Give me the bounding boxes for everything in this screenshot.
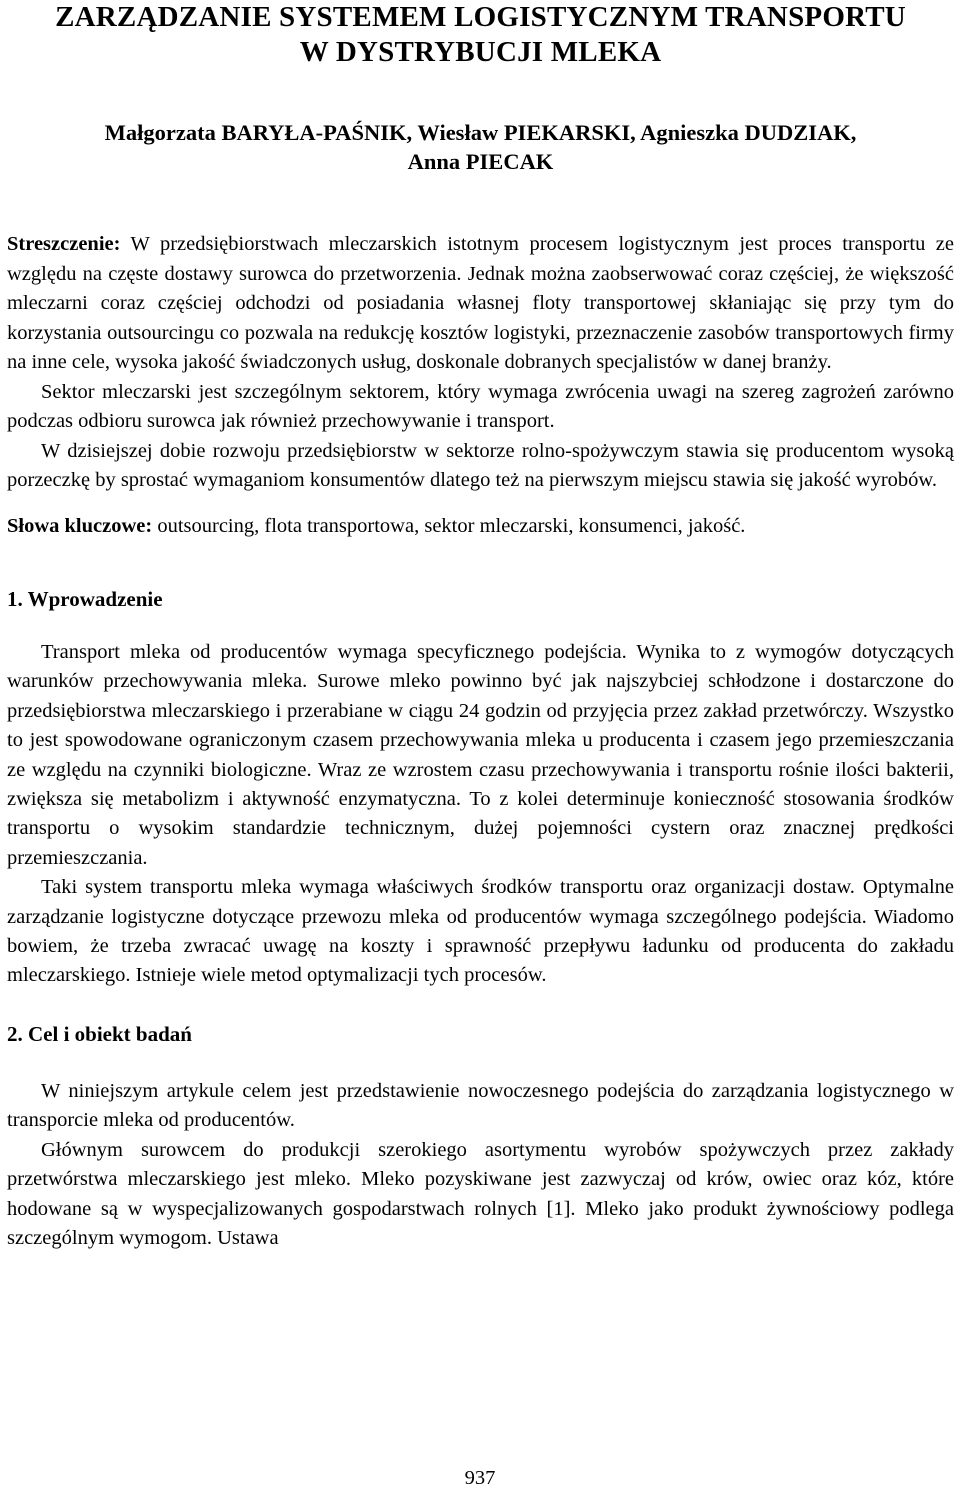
section-heading-introduction: 1. Wprowadzenie bbox=[7, 587, 163, 611]
abstract-label: Streszczenie: bbox=[7, 233, 121, 255]
keywords-label: Słowa kluczowe: bbox=[7, 514, 153, 537]
abstract-text-1: W przedsiębiorstwach mleczarskich istotnym procesem logistycznym jest proces transportu ze względu na częste dostawy surowca do przetworzenia. Jednak można zaobserwować coraz częściej, że większość mleczarni coraz częściej odchodzi od posiadania własnej floty transportowej skłaniając się przy tym do korzystania outsourcingu co pozwala na redukcję kosztów logistyki, przeznaczenie zasobów transportowych firmy na inne cele, wysoka jakość świadczonych usług, doskonale dobranych specjalistów w danej branży. bbox=[7, 233, 954, 373]
keywords bbox=[7, 512, 954, 542]
title-line-1: ZARZĄDZANIE SYSTEMEM LOGISTYCZNYM TRANSPORTU bbox=[55, 1, 906, 33]
body-paragraph: Transport mleka od producentów wymaga specyficznego podejścia. Wynika to z wymogów dotyczących warunków przechowywania mleka. Surowe mleko powinno być jak najszybciej schłodzone i dostarczone do przedsiębiorstwa mleczarskiego i przerabiane w ciągu 24 godzin od przyjęcia przez zakład przetwórczy. Wszystko to jest spowodowane ograniczonym czasem przechowywania mleka u producenta i czasem jego przemieszczania ze względu na czynniki biologiczne. Wraz ze wzrostem czasu przechowywania i transportu rośnie ilości bakterii, zwiększa się metabolizm i aktywność enzymatyczna. To z kolei determinuje konieczność stosowania środków transportu o wysokim standardzie technicznym, dużej pojemności cystern oraz znacznej prędkości przemieszczania. bbox=[7, 641, 954, 869]
abstract bbox=[7, 230, 954, 496]
paper-title bbox=[7, 0, 954, 70]
abstract-paragraph-1 bbox=[7, 230, 954, 378]
body-paragraph: Głównym surowcem do produkcji szerokiego asortymentu wyrobów spożywczych przez zakłady przetwórstwa mleczarskiego jest mleko. Mleko pozyskiwane jest zazwyczaj od krów, owiec oraz kóz, które hodowane są w wyspecjalizowanych gospodarstwach rolnych [1]. Mleko jako produkt żywnościowy podlega szczególnym wymogom. Ustawa bbox=[7, 1138, 954, 1249]
body-paragraph: Taki system transportu mleka wymaga właściwych środków transportu oraz organizacji dostaw. Optymalne zarządzanie logistyczne dotyczące przewozu mleka od producentów wymaga szczególnego podejścia. Wiadomo bowiem, że trzeba zwracać uwagę na koszty i sprawność przepływu ładunku od producenta do zakładu mleczarskiego. Istnieje wiele metod optymalizacji tych procesów. bbox=[7, 876, 954, 987]
page-number: 937 bbox=[464, 1467, 496, 1489]
title-line-2: W DYSTRYBUCJI MLEKA bbox=[299, 36, 662, 68]
abstract-paragraph-3: W dzisiejszej dobie rozwoju przedsiębiorstw w sektorze rolno-spożywczym stawia się producentom wysoką porzeczkę by sprostać wymaganiom konsumentów dlatego też na pierwszym miejscu stawia się jakość wyrobów. bbox=[7, 439, 954, 491]
section-body-introduction bbox=[7, 638, 954, 991]
authors-line-1: Małgorzata BARYŁA-PAŚNIK, Wiesław PIEKARSKI, Agnieszka DUDZIAK, bbox=[104, 120, 857, 145]
body-paragraph: W niniejszym artykule celem jest przedstawienie nowoczesnego podejścia do zarządzania logistycznego w transporcie mleka od producentów. bbox=[7, 1079, 954, 1132]
abstract-paragraph-2: Sektor mleczarski jest szczególnym sektorem, który wymaga zwrócenia uwagi na szereg zagrożeń zarówno podczas odbioru surowca jak również przechowywanie i transport. bbox=[7, 380, 954, 432]
authors-line-2: Anna PIECAK bbox=[407, 149, 554, 174]
section-heading-aim: 2. Cel i obiekt badań bbox=[7, 1021, 192, 1046]
keywords-text: outsourcing, flota transportowa, sektor mleczarski, konsumenci, jakość. bbox=[157, 514, 746, 537]
author-list bbox=[7, 70, 954, 176]
section-body-aim bbox=[7, 1077, 954, 1253]
